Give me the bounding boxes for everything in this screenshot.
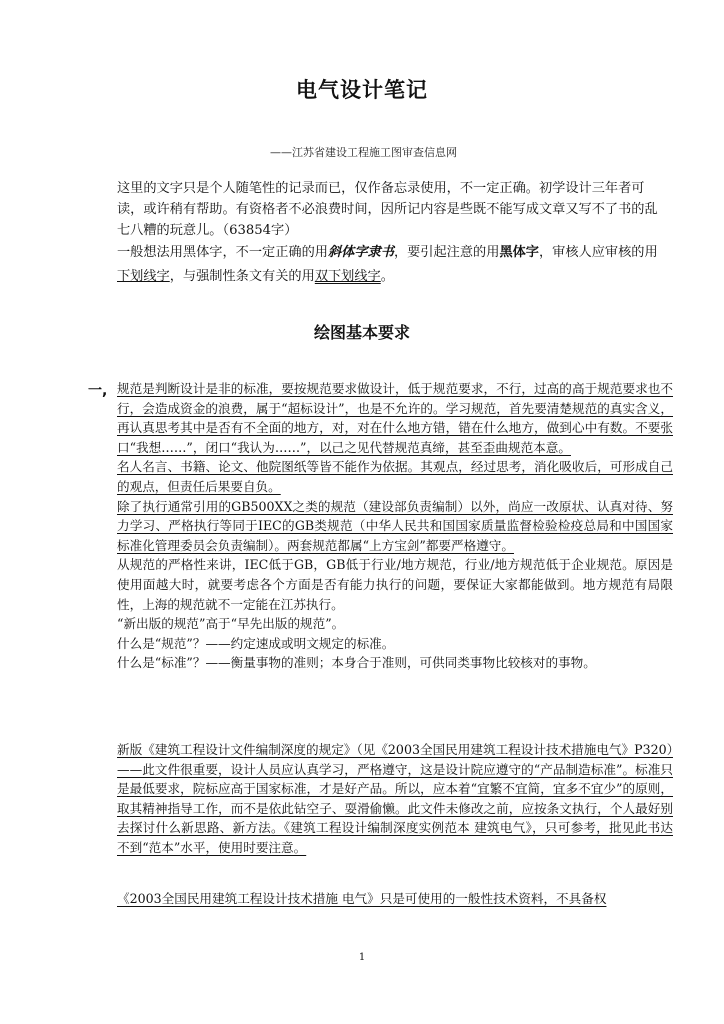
body-paragraph: 除了执行通常引用的GB500XX之类的规范（建设部负责编制）以外，尚应一改原状、认真对待、努力学习、严格执行等同于IEC的GB类规范（中华人民共和国国家质量监督检验检疫总局和中国国家标准化管理委员会负责编制）。两套规范都属“上方宝剑”都要严格遵守。 xyxy=(117,498,673,553)
intro-text-part: 一般想法用黑体字，不一定正确的用 xyxy=(117,245,328,260)
body-paragraph: 什么是“规范”？——约定速成或明文规定的标准。 xyxy=(117,635,395,651)
body-paragraph: 《2003全国民用建筑工程设计技术措施 电气》只是可使用的一般性技术资料，不具备权 xyxy=(117,891,607,906)
body-block-3 xyxy=(117,889,673,909)
intro-text-2 xyxy=(117,241,667,289)
intro-text-part: 。 xyxy=(380,269,394,284)
body-paragraph: 规范是判断设计是非的标准，要按规范要求做设计，低于规范要求，不行，过高的高于规范要求也不行，会造成资金的浪费，属于“超标设计”，也是不允许的。学习规范，首先要清楚规范的真实含义，再认真思考其中是否有不全面的地方，对，对在什么地方错，错在什么地方，做到心中有数。不要张口“我想……”，闭口“我认为……”，以己之见代替规范真缔，甚至歪曲规范本意。 xyxy=(117,381,673,455)
body-paragraph: 什么是“标准”？——衡量事物的准则；本身合于准则，可供同类事物比较核对的事物。 xyxy=(117,655,596,671)
intro-text-part: ，审核人应审核的用 xyxy=(539,245,658,260)
intro-paragraph-2 xyxy=(117,241,667,289)
section-marker: 一, xyxy=(88,383,108,399)
body-paragraph: “新出版的规范”高于“早先出版的规范”。 xyxy=(117,616,345,632)
intro-text-part: ，要引起注意的用 xyxy=(393,245,500,260)
body-block-2 xyxy=(117,740,673,858)
underline-sample: 下划线字 xyxy=(117,269,170,284)
document-title: 电气设计笔记 xyxy=(296,78,428,102)
body-paragraph: 名人名言、书籍、论文、他院图纸等皆不能作为依据。其观点，经过思考，消化吸收后，可形成自己的观点，但责任后果要自负。 xyxy=(117,459,673,494)
intro-text-1: 这里的文字只是个人随笔性的记录而已，仅作备忘录使用，不一定正确。初学设计三年者可读，或许稍有帮助。有资格者不必浪费时间，因所记内容是些既不能写成文章又写不了书的乱七八糟的玩意儿。（63854字） xyxy=(117,181,658,238)
intro-text-part: ，与强制性条文有关的用 xyxy=(169,269,315,284)
intro-paragraph-1 xyxy=(117,178,667,241)
body-paragraph: 从规范的严格性来讲，IEC低于GB，GB低于行业/地方规范，行业/地方规范低于企业规范。原因是使用面越大时，就要考虑各个方面是否有能力执行的问题，要保证大家都能做到。地方规范有局限性，上海的规范就不一定能在江苏执行。 xyxy=(117,557,673,612)
section-heading: 绘图基本要求 xyxy=(313,323,410,342)
italic-sample: 斜体字隶书 xyxy=(328,245,394,260)
body-block-1 xyxy=(117,379,673,673)
body-paragraph: 新版《建筑工程设计文件编制深度的规定》（见《2003全国民用建筑工程设计技术措施电气》P320）——此文件很重要，设计人员应认真学习，严格遵守，这是设计院应遵守的“产品制造标准”。标准只是最低要求，院标应高于国家标准，才是好产品。所以，应本着“宜繁不宜简，宜多不宜少”的原则，取其精神指导工作，而不是依此钻空子、耍滑偷懒。此文件未修改之前，应按条文执行，个人最好别去探讨什么新思路、新方法。《建筑工程设计编制深度实例范本 建筑电气》，只可参考，批见此书达不到“范本”水平，使用时要注意。 xyxy=(117,742,673,855)
source-line: ——江苏省建设工程施工图审查信息网 xyxy=(270,146,457,159)
double-underline-sample: 双下划线字 xyxy=(314,269,381,284)
bold-sample: 黑体字 xyxy=(499,245,539,260)
page-number: 1 xyxy=(358,952,366,963)
